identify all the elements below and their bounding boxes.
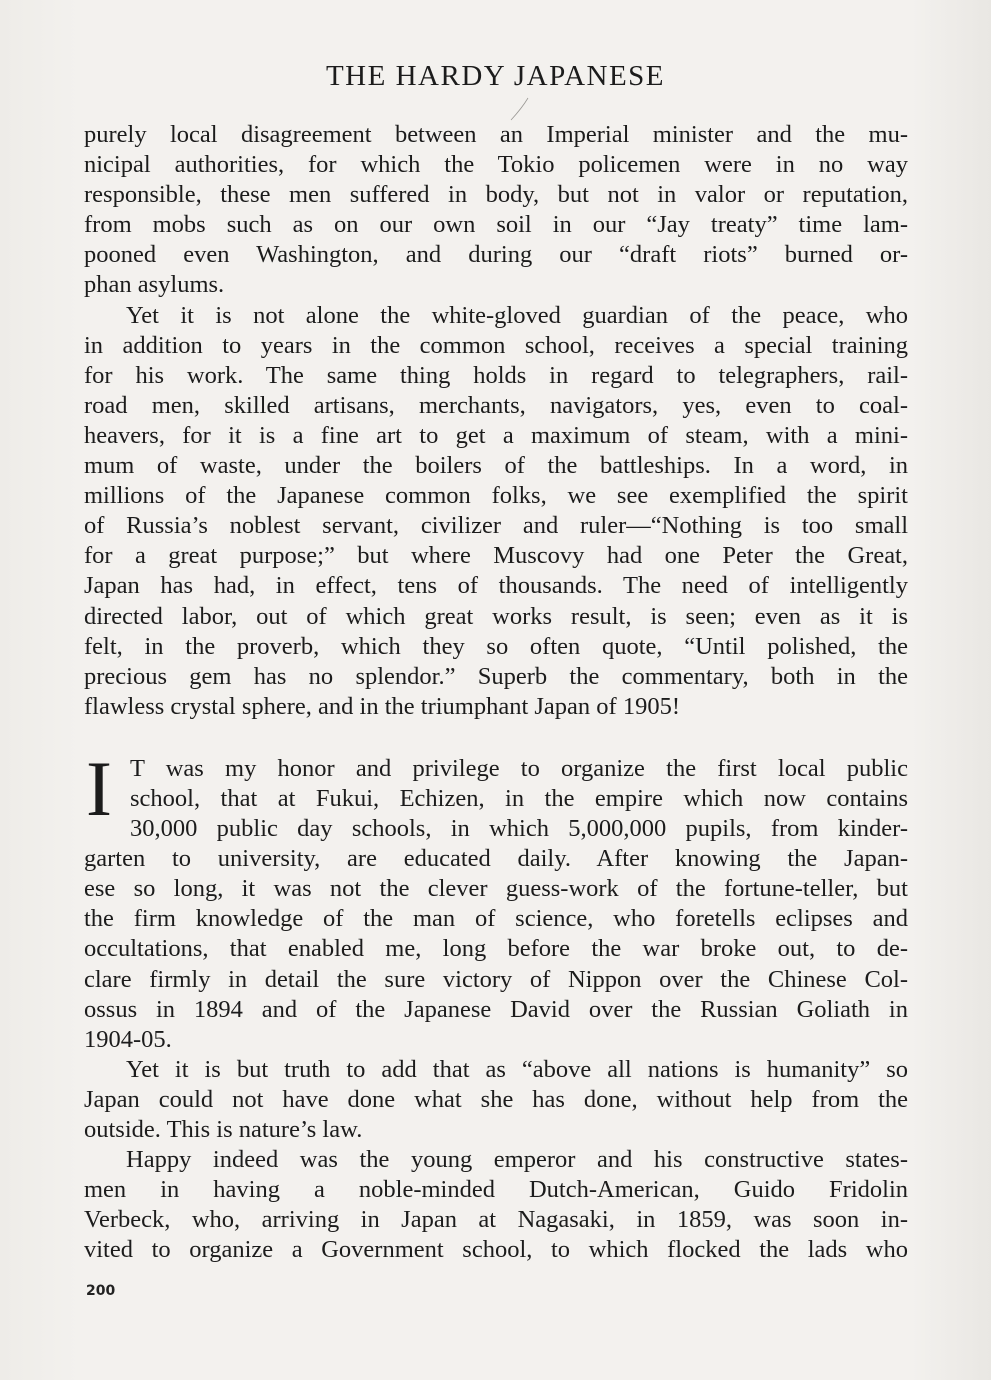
paragraph-2: [84, 301, 908, 722]
text-line: nicipal authorities, for which the Tokio policemen were in no way: [84, 151, 908, 179]
text-line: mum of waste, under the boilers of the battleships. In a word, in: [84, 452, 908, 480]
text-line: Yet it is but truth to add that as “above all nations is humanity” so: [126, 1055, 908, 1083]
text-line: occultations, that enabled me, long before the war broke out, to de-: [84, 935, 908, 963]
paragraph-4: [84, 1055, 908, 1145]
text-line: phan asylums.: [84, 271, 225, 299]
text-line: felt, in the proverb, which they so often quote, “Until polished, the: [84, 632, 908, 660]
text-line: millions of the Japanese common folks, we see exemplified the spirit: [84, 482, 908, 510]
text-line: responsible, these men suffered in body, but not in valor or reputation,: [84, 181, 908, 209]
text-line: clare firmly in detail the sure victory of Nippon over the Chinese Col-: [84, 965, 908, 993]
body-text: [84, 120, 908, 1265]
text-line: the firm knowledge of the man of science, who foretells eclipses and: [84, 905, 908, 933]
text-line: ossus in 1894 and of the Japanese David over the Russian Goliath in: [84, 995, 908, 1023]
text-line: from mobs such as on our own soil in our “Jay treaty” time lam-: [84, 211, 908, 239]
text-line: garten to university, are educated daily. After knowing the Japan-: [84, 845, 908, 873]
text-line: Verbeck, who, arriving in Japan at Nagasaki, in 1859, was soon in-: [84, 1206, 908, 1234]
paragraph-3: [84, 744, 908, 1055]
text-line: purely local disagreement between an Imperial minister and the mu-: [84, 121, 908, 148]
paragraph-5: [84, 1145, 908, 1265]
text-line: precious gem has no splendor.” Superb the commentary, both in the: [84, 662, 908, 690]
pencil-mark-icon: [508, 96, 532, 122]
text-line: vited to organize a Government school, to which flocked the lads who: [84, 1236, 908, 1264]
text-line: men in having a noble-minded Dutch-American, Guido Fridolin: [84, 1176, 908, 1204]
text-line: outside. This is nature’s law.: [84, 1116, 363, 1143]
running-head: THE HARDY JAPANESE: [325, 60, 666, 92]
text-line: Happy indeed was the young emperor and his constructive states-: [126, 1146, 908, 1174]
text-line: T was my honor and privilege to organize the first local public: [130, 754, 908, 782]
text-line: school, that at Fukui, Echizen, in the empire which now contains: [130, 784, 908, 812]
section-break: [84, 722, 908, 754]
drop-cap: I: [86, 744, 112, 832]
text-line: ese so long, it was not the clever guess-work of the fortune-teller, but: [84, 875, 908, 903]
text-line: 1904-05.: [84, 1025, 172, 1053]
text-line: Japan could not have done what she has done, without help from the: [84, 1085, 908, 1113]
text-line: Japan has had, in effect, tens of thousands. The need of intelligently: [84, 572, 908, 600]
text-line: for a great purpose;” but where Muscovy had one Peter the Great,: [84, 542, 908, 570]
text-line: flawless crystal sphere, and in the triumphant Japan of 1905!: [84, 692, 681, 720]
text-line: for his work. The same thing holds in regard to telegraphers, rail-: [84, 361, 908, 389]
text-line: heavers, for it is a fine art to get a maximum of steam, with a mini-: [84, 421, 908, 449]
text-line: of Russia’s noblest servant, civilizer and ruler—“Nothing is too small: [84, 512, 908, 540]
text-line: 30,000 public day schools, in which 5,000,000 pupils, from kinder-: [130, 815, 908, 843]
text-line: pooned even Washington, and during our “draft riots” burned or-: [84, 241, 908, 269]
page-number: 200: [86, 1283, 116, 1299]
text-line: Yet it is not alone the white-gloved guardian of the peace, who: [126, 301, 908, 329]
text-line: directed labor, out of which great works result, is seen; even as it is: [84, 602, 908, 630]
paragraph-1: [84, 120, 908, 301]
text-line: road men, skilled artisans, merchants, navigators, yes, even to coal-: [84, 391, 908, 419]
text-line: in addition to years in the common school, receives a special training: [84, 331, 908, 359]
